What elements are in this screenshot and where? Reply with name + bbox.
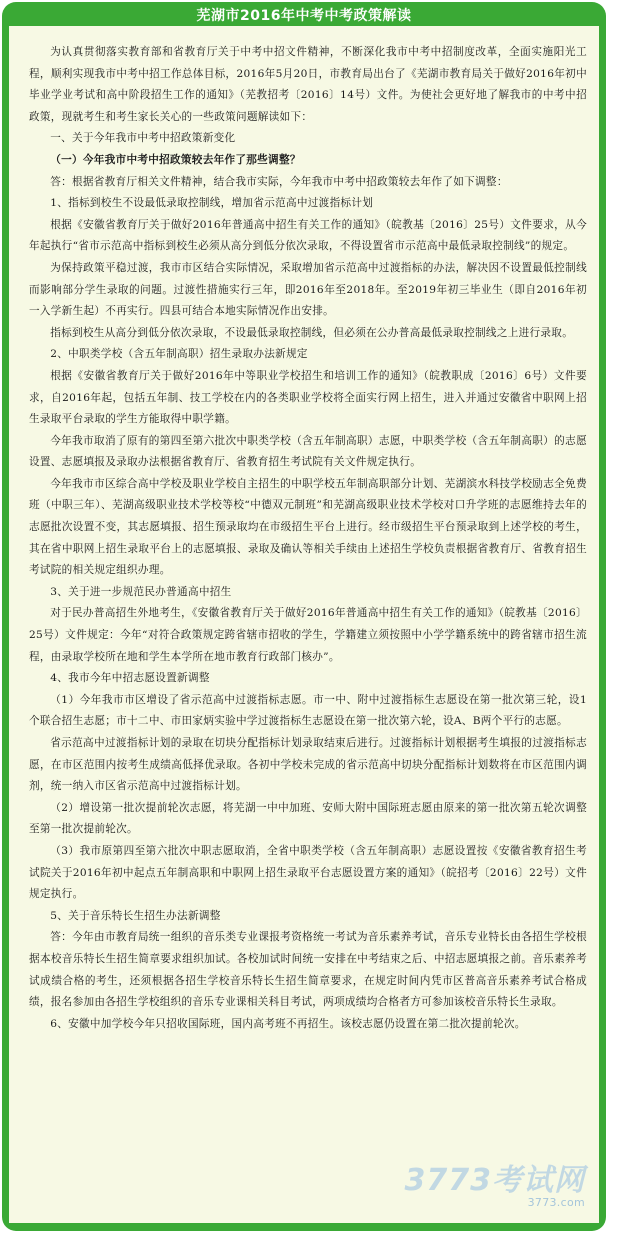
item-heading-5: 5、关于音乐特长生招生办法新调整 bbox=[50, 909, 221, 922]
body-paragraph: 6、安徽中加学校今年只招收国际班，国内高考班不再招生。该校志愿仍设置在第二批次提前轮次。 bbox=[50, 1017, 526, 1030]
body-paragraph: 为保持政策平稳过渡，我市市区结合实际情况，采取增加省示范高中过渡指标的办法，解决因不设置最低控制线而影响部分学生录取的问题。过渡性措施实行三年，即2016年至2018年。至2019年初三毕业生（即自2016年初一入学新生起）不再实行。四县可结合本地实际情况作出安排。 bbox=[29, 261, 587, 318]
body-paragraph: 指标到校生从高分到低分依次录取，不设最低录取控制线，但必须在公办普高最低录取控制线之上进行录取。 bbox=[50, 326, 574, 339]
answer-paragraph: 答：根据省教育厅相关文件精神，结合我市实际，今年我市中考中招政策较去年作了如下调整： bbox=[50, 175, 508, 188]
item-heading-2: 2、中职类学校（含五年制高职）招生录取办法新规定 bbox=[50, 348, 308, 361]
body-paragraph: 根据《安徽省教育厅关于做好2016年中等职业学校招生和培训工作的通知》（皖教职成〔2016〕6号）文件要求，自2016年起，包括五年制、技工学校在内的各类职业学校将全面实行网上招生，进入并通过安徽省中职网上招生录取平台录取的学生方能取得中职学籍。 bbox=[29, 369, 587, 426]
watermark-url: 3773.com bbox=[527, 1196, 585, 1209]
body-paragraph: （1）今年我市市区增设了省示范高中过渡指标志愿。市一中、附中过渡指标生志愿设在第一批次第三轮，设1个联合招生志愿；市十二中、市田家炳实验中学过渡指标生志愿设在第一批次第六轮，设A、B两个平行的志愿。 bbox=[29, 693, 587, 728]
body-paragraph: 今年我市市区综合高中学校及职业学校自主招生的中职学校五年制高职部分计划、芜湖滨水科技学校励志全免费班（中职三年）、芜湖高级职业技术学校等校“中德双元制班”和芜湖高级职业技术学校对口升学班的志愿维持去年的志愿批次设置不变，其志愿填报、招生预录取均在市级招生平台上进行。经市级招生平台预录取到上述学校的考生，其在省中职网上招生录取平台上的志愿填报、录取及确认等相关手续由上述招生学校负责根据省教育厅、省教育招生考试院的相关规定组织办理。 bbox=[29, 477, 587, 577]
body-paragraph: （2）增设第一批次提前轮次志愿，将芜湖一中中加班、安师大附中国际班志愿由原来的第一批次第五轮次调整至第一批次提前轮次。 bbox=[29, 801, 587, 836]
body-paragraph: （3）我市原第四至第六批次中职志愿取消，全省中职类学校（含五年制高职）志愿设置按《安徽省教育招生考试院关于2016年初中起点五年制高职和中职网上招生录取平台志愿设置方案的通知》（皖招考〔2016〕22号）文件规定执行。 bbox=[29, 844, 587, 901]
body-paragraph: 答：今年由市教育局统一组织的音乐类专业课报考资格统一考试为音乐素养考试，音乐专业特长由各招生学校根据本校音乐特长生招生简章要求组织加试。各校加试时间统一安排在中考结束之后、中招志愿填报之前。音乐素养考试成绩合格的考生，还须根据各招生学校音乐特长生招生简章要求，在规定时间内凭市区普高音乐素养考试合格成绩，报名参加由各招生学校组织的音乐专业课相关科目考试，两项成绩均合格者方可参加该校音乐特长生录取。 bbox=[29, 931, 587, 1009]
item-heading-3: 3、关于进一步规范民办普通高中招生 bbox=[50, 585, 232, 598]
body-paragraph: 根据《安徽省教育厅关于做好2016年普通高中招生有关工作的通知》（皖教基〔2016〕25号）文件要求，从今年起执行“省市示范高中指标到校生必须从高分到低分依次录取，不得设置省市示范高中最低录取控制线”的规定。 bbox=[29, 218, 587, 253]
item-heading-4: 4、我市今年中招志愿设置新调整 bbox=[50, 672, 210, 685]
watermark-logo-text: 3773考试网 bbox=[404, 1163, 585, 1198]
question-heading: （一）今年我市中考中招政策较去年作了那些调整？ bbox=[50, 153, 301, 166]
site-watermark bbox=[404, 1163, 586, 1209]
article-frame bbox=[2, 2, 606, 1231]
body-paragraph: 对于民办普高招生外地考生，《安徽省教育厅关于做好2016年普通高中招生有关工作的通知》（皖教基〔2016〕25号）文件规定：今年“对符合政策规定跨省辖市招收的学生，学籍建立须按照中小学学籍系统中的跨省辖市招生流程，由录取学校所在地和学生本学所在地市教育行政部门核办”。 bbox=[29, 607, 587, 663]
intro-paragraph: 为认真贯彻落实教育部和省教育厅关于中考中招文件精神，不断深化我市中考中招制度改革，全面实施阳光工程，顺利实现我市中考中招工作总体目标，2016年5月20日，市教育局出台了《芜湖市教育局关于做好2016年初中毕业学业考试和高中阶段招生工作的通知》（芜教招考〔2016〕14号）文件。为使社会更好地了解我市的中考中招政策，现就考生和考生家长关心的一些政策问题解读如下： bbox=[29, 46, 587, 123]
body-paragraph: 省示范高中过渡指标计划的录取在切块分配指标计划录取结束后进行。过渡指标计划根据考生填报的过渡指标志愿，在市区范围内按考生成绩高低择优录取。各初中学校未完成的省示范高中切块分配指标计划数将在市区范围内调剂，统一纳入市区省示范高中过渡指标计划。 bbox=[29, 737, 587, 793]
section-heading: 一、关于今年我市中考中招政策新变化 bbox=[50, 132, 236, 145]
body-paragraph: 今年我市取消了原有的第四至第六批次中职类学校（含五年制高职）志愿，中职类学校（含五年制高职）的志愿设置、志愿填报及录取办法根据省教育厅、省教育招生考试院有关文件规定执行。 bbox=[29, 434, 587, 469]
item-heading-1: 1、指标到校生不设最低录取控制线，增加省示范高中过渡指标计划 bbox=[50, 197, 374, 210]
article-body bbox=[9, 26, 599, 1223]
page-title: 芜湖市2016年中考中考政策解读 bbox=[196, 8, 412, 24]
